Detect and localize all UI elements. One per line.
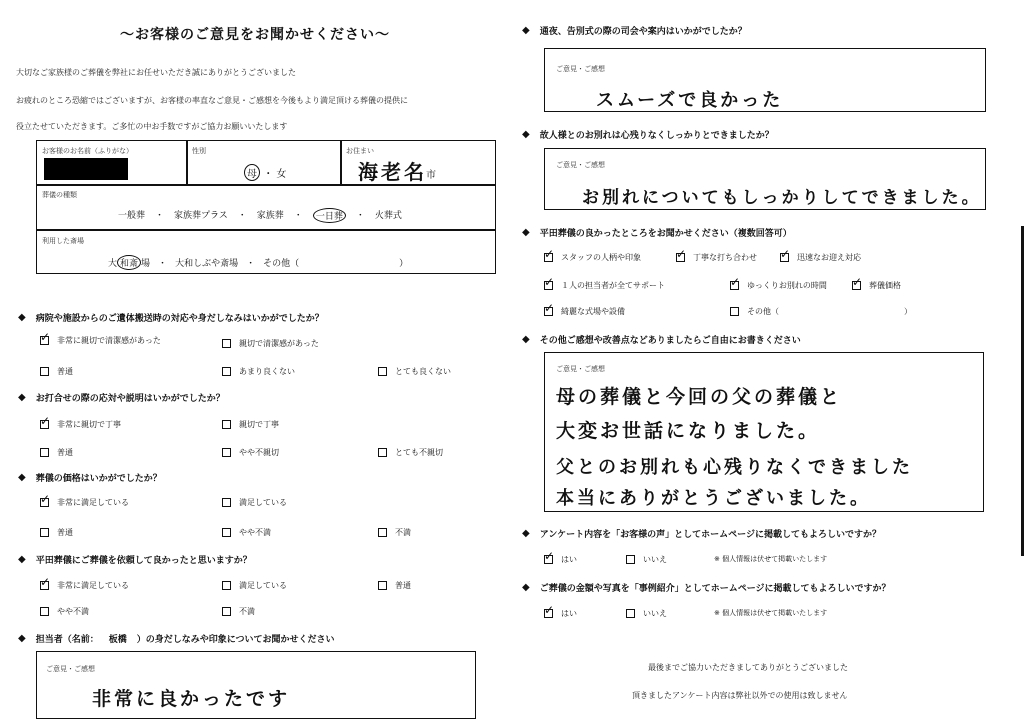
gender-sep: ・ bbox=[263, 169, 274, 180]
option[interactable] bbox=[852, 280, 901, 291]
page-title: ～お客様のご意見をお聞かせください～ bbox=[120, 27, 390, 43]
option[interactable] bbox=[222, 606, 255, 617]
question-transport bbox=[18, 311, 324, 324]
checkbox[interactable] bbox=[222, 367, 231, 376]
option[interactable] bbox=[40, 419, 121, 430]
option-label: やや不満 bbox=[57, 607, 89, 616]
option-label: とても不親切 bbox=[395, 448, 443, 457]
diamond-icon: ◆ bbox=[18, 392, 26, 403]
sep: ・ bbox=[158, 259, 168, 269]
option-label: やや不満 bbox=[239, 528, 271, 537]
option[interactable] bbox=[40, 606, 89, 617]
privacy-note: ※ 個人情報は伏せて掲載いたします bbox=[714, 555, 828, 563]
city-value: 海老名 bbox=[358, 160, 427, 184]
diamond-icon: ◆ bbox=[522, 227, 530, 238]
option[interactable] bbox=[222, 497, 287, 508]
diamond-icon: ◆ bbox=[522, 129, 530, 140]
question-text: 担当者（名前： bbox=[35, 635, 99, 645]
comment-label: ご意見・ご感想 bbox=[556, 65, 605, 73]
option[interactable] bbox=[544, 280, 665, 291]
checkbox-checked[interactable] bbox=[544, 609, 553, 618]
checkbox[interactable] bbox=[40, 448, 49, 457]
question-other-comments bbox=[522, 333, 801, 346]
option[interactable] bbox=[40, 366, 73, 377]
option-label: その他（ bbox=[747, 307, 779, 316]
plan-one-day[interactable]: 一日葬 bbox=[313, 208, 346, 223]
option-label: 丁寧な打ち合わせ bbox=[693, 253, 757, 262]
checkbox[interactable] bbox=[222, 607, 231, 616]
option[interactable] bbox=[676, 252, 757, 263]
hall-yamato[interactable] bbox=[108, 255, 150, 270]
option-label: 綺麗な式場や設備 bbox=[561, 307, 625, 316]
option[interactable] bbox=[378, 366, 451, 377]
comment-label: ご意見・ご感想 bbox=[46, 665, 95, 673]
checkbox[interactable] bbox=[40, 528, 49, 537]
question-ceremony bbox=[522, 24, 747, 37]
checkbox[interactable] bbox=[222, 498, 231, 507]
gender-female[interactable]: 女 bbox=[276, 169, 287, 180]
redacted-name bbox=[44, 158, 128, 180]
checkbox[interactable] bbox=[378, 367, 387, 376]
option[interactable] bbox=[40, 497, 129, 508]
checkbox-checked[interactable] bbox=[40, 336, 49, 345]
hall-other-close: ） bbox=[399, 259, 409, 269]
option-label: あまり良くない bbox=[239, 367, 295, 376]
option[interactable] bbox=[40, 335, 161, 346]
plan-family-plus[interactable]: 家族葬プラス bbox=[174, 211, 228, 221]
option-label: 非常に満足している bbox=[57, 581, 129, 590]
checkbox-checked[interactable] bbox=[544, 555, 553, 564]
plan-options bbox=[118, 208, 402, 223]
checkbox-checked[interactable] bbox=[40, 420, 49, 429]
checkbox-checked[interactable] bbox=[544, 253, 553, 262]
option-label: 非常に親切で丁寧 bbox=[57, 420, 121, 429]
ceremony-comment: スムーズで良かった bbox=[596, 90, 784, 111]
question-satisfaction bbox=[18, 553, 252, 566]
checkbox[interactable] bbox=[222, 581, 231, 590]
hall-yamato-suffix: 場 bbox=[141, 259, 151, 269]
plan-general[interactable]: 一般葬 bbox=[118, 211, 146, 221]
option-label: 不満 bbox=[395, 528, 411, 537]
checkbox-checked[interactable] bbox=[730, 281, 739, 290]
comment-line-3: 父とのお別れも心残りなくできました bbox=[556, 457, 913, 478]
question-text: 葬儀の価格はいかがでしたか？ bbox=[35, 474, 162, 484]
option-label: 満足している bbox=[239, 498, 287, 507]
option-label: 親切で清潔感があった bbox=[239, 339, 319, 348]
checkbox-checked[interactable] bbox=[852, 281, 861, 290]
option-label: 葬儀価格 bbox=[869, 281, 901, 290]
diamond-icon: ◆ bbox=[18, 312, 26, 323]
option-label: 普通 bbox=[395, 581, 411, 590]
option[interactable] bbox=[730, 306, 779, 317]
diamond-icon: ◆ bbox=[522, 528, 530, 539]
checkbox[interactable] bbox=[40, 367, 49, 376]
checkbox-checked[interactable] bbox=[544, 307, 553, 316]
gender-label: 性別 bbox=[192, 147, 206, 155]
question-publish-voice bbox=[522, 527, 881, 540]
option-label: 普通 bbox=[57, 367, 73, 376]
city-label: お住まい bbox=[346, 147, 374, 155]
plan-cremation[interactable]: 火葬式 bbox=[374, 211, 402, 221]
checkbox-checked[interactable] bbox=[40, 498, 49, 507]
question-staff bbox=[18, 632, 335, 645]
diamond-icon: ◆ bbox=[18, 554, 26, 565]
checkbox[interactable] bbox=[222, 448, 231, 457]
checkbox-checked[interactable] bbox=[40, 581, 49, 590]
comment-label: ご意見・ご感想 bbox=[556, 161, 605, 169]
option[interactable] bbox=[730, 280, 827, 291]
farewell-comment: お別れについてもしっかりしてできました。 bbox=[582, 188, 982, 208]
option-label: いいえ bbox=[643, 555, 667, 564]
intro-line-3: 役立たせていただきます。ご多忙の中お手数ですがご協力お願いいたします bbox=[16, 122, 288, 131]
option-label: １人の担当者が全てサポート bbox=[561, 281, 665, 290]
option[interactable] bbox=[40, 580, 129, 591]
closing-thanks: 最後までご協力いただきましてありがとうございました bbox=[648, 663, 848, 672]
checkbox[interactable] bbox=[40, 607, 49, 616]
option-label: とても良くない bbox=[395, 367, 451, 376]
question-farewell bbox=[522, 128, 774, 141]
checkbox[interactable] bbox=[626, 609, 635, 618]
staff-name: 板橋 bbox=[108, 635, 127, 645]
question-text: 平田葬儀の良かったところをお聞かせください（複数回答可） bbox=[539, 229, 792, 239]
option-yes[interactable] bbox=[544, 554, 577, 565]
hall-label: 利用した斎場 bbox=[42, 237, 84, 245]
intro-line-2: お疲れのところ恐縮ではございますが、お客様の率直なご意見・ご感想を今後もより満足頂ける葬儀の提供に bbox=[16, 96, 408, 105]
sep: ・ bbox=[237, 211, 247, 221]
question-text: 通夜、告別式の際の司会や案内はいかがでしたか？ bbox=[539, 27, 747, 37]
gender-mother[interactable]: 母 bbox=[244, 164, 260, 181]
question-text: 故人様とのお別れは心残りなくしっかりとできましたか？ bbox=[539, 131, 774, 141]
checkbox[interactable] bbox=[222, 339, 231, 348]
option[interactable] bbox=[222, 447, 279, 458]
option-label: いいえ bbox=[643, 609, 667, 618]
comment-label: ご意見・ご感想 bbox=[556, 365, 605, 373]
question-text: 病院や施設からのご遺体搬送時の対応や身だしなみはいかがでしたか？ bbox=[35, 314, 324, 324]
option-label: 満足している bbox=[239, 581, 287, 590]
option[interactable] bbox=[222, 527, 271, 538]
option-label: 非常に親切で清潔感があった bbox=[57, 336, 161, 345]
checkbox[interactable] bbox=[730, 307, 739, 316]
option[interactable] bbox=[222, 580, 287, 591]
hall-shibuya[interactable]: 大和しぶや斎場 bbox=[175, 259, 239, 269]
option[interactable] bbox=[40, 527, 73, 538]
option[interactable] bbox=[544, 306, 625, 317]
option[interactable] bbox=[378, 527, 411, 538]
intro-line-1: 大切なご家族様のご葬儀を弊社にお任せいただき誠にありがとうございました bbox=[16, 68, 296, 77]
sep: ・ bbox=[355, 211, 365, 221]
option-yes[interactable] bbox=[544, 608, 577, 619]
option-no[interactable] bbox=[626, 608, 667, 619]
diamond-icon: ◆ bbox=[522, 582, 530, 593]
option[interactable] bbox=[780, 252, 861, 263]
closing-privacy: 頂きましたアンケート内容は弊社以外での使用は致しません bbox=[632, 691, 848, 700]
question-text: ご葬儀の金額や写真を「事例紹介」としてホームページに掲載してもよろしいですか？ bbox=[539, 584, 891, 594]
checkbox[interactable] bbox=[222, 420, 231, 429]
divider bbox=[36, 229, 496, 231]
option-label: 普通 bbox=[57, 448, 73, 457]
option-label: 親切で丁寧 bbox=[239, 420, 279, 429]
checkbox[interactable] bbox=[222, 528, 231, 537]
option[interactable] bbox=[222, 338, 319, 349]
gender-options bbox=[244, 164, 286, 181]
hall-options bbox=[108, 255, 408, 270]
question-price bbox=[18, 471, 162, 484]
divider bbox=[36, 184, 496, 186]
question-text: アンケート内容を「お客様の声」としてホームページに掲載してもよろしいですか？ bbox=[539, 530, 881, 540]
divider bbox=[340, 140, 342, 184]
checkbox[interactable] bbox=[378, 528, 387, 537]
name-label: お客様のお名前（ふりがな） bbox=[42, 147, 133, 155]
plan-label: 葬儀の種類 bbox=[42, 191, 77, 199]
checkbox-checked[interactable] bbox=[676, 253, 685, 262]
option-label: ゆっくりお別れの時間 bbox=[747, 281, 827, 290]
question-meeting bbox=[18, 391, 225, 404]
hall-other[interactable]: その他（ bbox=[263, 259, 300, 269]
option[interactable] bbox=[222, 366, 295, 377]
option-close: ） bbox=[904, 307, 912, 316]
diamond-icon: ◆ bbox=[18, 633, 26, 644]
plan-family[interactable]: 家族葬 bbox=[256, 211, 284, 221]
option[interactable] bbox=[378, 580, 411, 591]
privacy-note: ※ 個人情報は伏せて掲載いたします bbox=[714, 609, 828, 617]
question-text: 平田葬儀にご葬儀を依頼して良かったと思いますか？ bbox=[35, 556, 252, 566]
option[interactable] bbox=[378, 447, 443, 458]
sep: ・ bbox=[293, 211, 303, 221]
question-text: その他ご感想や改善点などありましたらご自由にお書きください bbox=[539, 336, 801, 346]
staff-comment: 非常に良かったです bbox=[92, 688, 291, 710]
sep: ・ bbox=[155, 211, 165, 221]
checkbox-checked[interactable] bbox=[544, 281, 553, 290]
question-text: ）の身だしなみや印象についてお聞かせください bbox=[136, 635, 335, 645]
checkbox[interactable] bbox=[378, 448, 387, 457]
option[interactable] bbox=[544, 252, 641, 263]
option[interactable] bbox=[40, 447, 73, 458]
city-suffix: 市 bbox=[426, 170, 436, 181]
option-label: 非常に満足している bbox=[57, 498, 129, 507]
question-publish-case bbox=[522, 581, 891, 594]
option-label: はい bbox=[561, 609, 577, 618]
hall-yamato-prefix: 大 bbox=[108, 259, 118, 269]
diamond-icon: ◆ bbox=[18, 472, 26, 483]
diamond-icon: ◆ bbox=[522, 25, 530, 36]
option-label: はい bbox=[561, 555, 577, 564]
checkbox[interactable] bbox=[378, 581, 387, 590]
divider bbox=[186, 140, 188, 184]
option-label: 不満 bbox=[239, 607, 255, 616]
question-text: お打合せの際の応対や説明はいかがでしたか？ bbox=[35, 394, 225, 404]
comment-line-4: 本当にありがとうございました。 bbox=[556, 488, 871, 509]
option-label: やや不親切 bbox=[239, 448, 279, 457]
option[interactable] bbox=[222, 419, 279, 430]
checkbox-checked[interactable] bbox=[780, 253, 789, 262]
diamond-icon: ◆ bbox=[522, 334, 530, 345]
option-no[interactable] bbox=[626, 554, 667, 565]
comment-line-1: 母の葬儀と今回の父の葬儀と bbox=[556, 386, 843, 408]
checkbox[interactable] bbox=[626, 555, 635, 564]
comment-line-2: 大変お世話になりました。 bbox=[556, 420, 821, 442]
option-label: スタッフの人柄や印象 bbox=[561, 253, 641, 262]
sep: ・ bbox=[246, 259, 256, 269]
option-label: 迅速なお迎え対応 bbox=[797, 253, 861, 262]
option-label: 普通 bbox=[57, 528, 73, 537]
hall-yamato-circled: 和斎 bbox=[117, 255, 141, 270]
question-good-points bbox=[522, 226, 792, 239]
